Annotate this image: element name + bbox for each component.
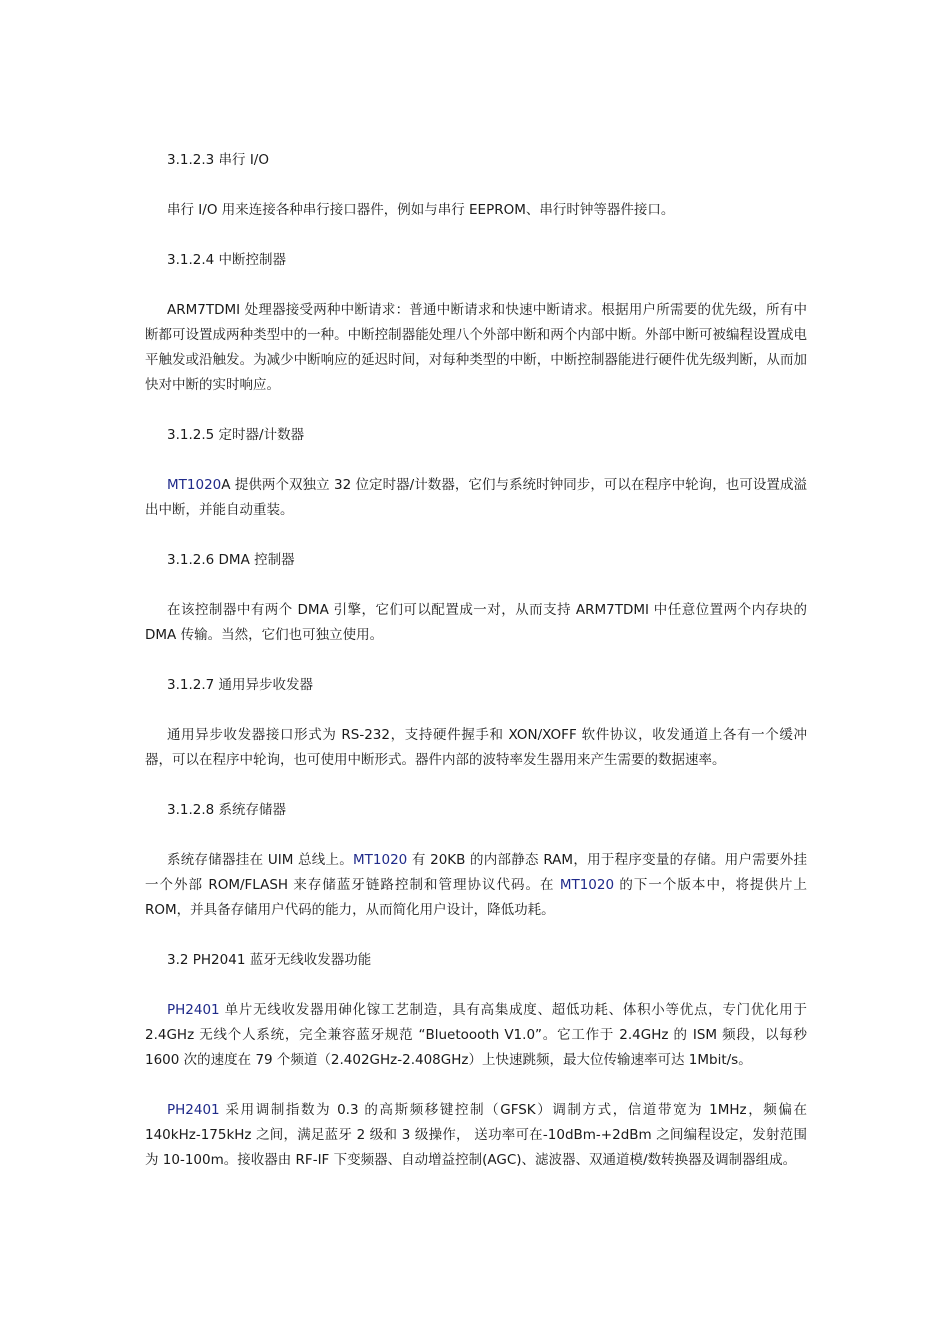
paragraph-timer-counter xyxy=(145,473,807,523)
document-body xyxy=(145,148,807,1173)
paragraph-timer-counter-text: A 提供两个双独立 32 位定时器/计数器，它们与系统时钟同步，可以在程序中轮询，也可设置成溢出中断，并能自动重装。 xyxy=(145,477,807,518)
section-heading-dma-controller: 3.1.2.6 DMA 控制器 xyxy=(167,552,295,568)
paragraph-ph2401-modulation xyxy=(145,1098,807,1173)
link-ph2401-second[interactable]: PH2401 xyxy=(167,1102,220,1118)
section-heading-system-memory: 3.1.2.8 系统存储器 xyxy=(167,802,287,818)
paragraph-uart: 通用异步收发器接口形式为 RS-232，支持硬件握手和 XON/XOFF 软件协议，收发通道上各有一个缓冲器，可以在程序中轮询，也可使用中断形式。器件内部的波特率发生器用来产生需要的数据速率。 xyxy=(145,727,807,768)
paragraph-ph2401-overview-text: 单片无线收发器用砷化镓工艺制造，具有高集成度、超低功耗、体积小等优点，专门优化用于 2.4GHz 无线个人系统，完全兼容蓝牙规范 “Bluetoooth V1.0”。它工作于 2.4GHz 的 ISM 频段，以每秒 1600 次的速度在 79 个频道（2.402GHz-2.408GHz）上快速跳频，最大位传输速率可达 1Mbit/s。 xyxy=(145,1002,807,1068)
paragraph-dma-controller: 在该控制器中有两个 DMA 引擎，它们可以配置成一对，从而支持 ARM7TDMI 中任意位置两个内存块的 DMA 传输。当然，它们也可独立使用。 xyxy=(145,602,807,643)
paragraph-interrupt-controller: ARM7TDMI 处理器接受两种中断请求：普通中断请求和快速中断请求。根据用户所需要的优先级，所有中断都可设置成两种类型中的一种。中断控制器能处理八个外部中断和两个内部中断。外部中断可被编程设置成电平触发或沿触发。为减少中断响应的延迟时间，对每种类型的中断，中断控制器能进行硬件优先级判断，从而加快对中断的实时响应。 xyxy=(145,302,807,393)
paragraph-system-memory-text-3: 的下一个版本中，将提供片上 ROM，并具备存储用户代码的能力，从而简化用户设计，降低功耗。 xyxy=(145,877,807,918)
paragraph-system-memory-text-2: 有 20KB 的内部静态 RAM，用于程序变量的存储。用户需要外挂一个外部 ROM/FLASH 来存储蓝牙链路控制和管理协议代码。在 xyxy=(145,852,807,893)
section-heading-timer-counter: 3.1.2.5 定时器/计数器 xyxy=(167,427,305,443)
paragraph-ph2401-overview xyxy=(145,998,807,1073)
paragraph-serial-io: 串行 I/O 用来连接各种串行接口器件，例如与串行 EEPROM、串行时钟等器件接口。 xyxy=(167,202,675,218)
paragraph-ph2401-modulation-text: 采用调制指数为 0.3 的高斯频移键控制（GFSK）调制方式，信道带宽为 1MHz，频偏在 140kHz-175kHz 之间，满足蓝牙 2 级和 3 级操作， 送功率可在-10dBm-+2dBm 之间编程设定，发射范围为 10-100m。接收器由 RF-IF 下变频器、自动增益控制(AGC)、滤波器、双通道模/数转换器及调制器组成。 xyxy=(145,1102,807,1168)
paragraph-system-memory-text-1: 系统存储器挂在 UIM 总线上。 xyxy=(167,852,353,868)
section-heading-serial-io: 3.1.2.3 串行 I/O xyxy=(167,152,269,168)
link-mt1020a[interactable]: MT1020 xyxy=(167,477,222,493)
link-ph2401-first[interactable]: PH2401 xyxy=(167,1002,220,1018)
paragraph-system-memory xyxy=(145,848,807,923)
section-heading-interrupt-controller: 3.1.2.4 中断控制器 xyxy=(167,252,287,268)
link-mt1020-second[interactable]: MT1020 xyxy=(559,877,615,893)
section-heading-uart: 3.1.2.7 通用异步收发器 xyxy=(167,677,314,693)
section-heading-ph2041-transceiver: 3.2 PH2041 蓝牙无线收发器功能 xyxy=(167,952,372,968)
link-mt1020-first[interactable]: MT1020 xyxy=(353,852,408,868)
